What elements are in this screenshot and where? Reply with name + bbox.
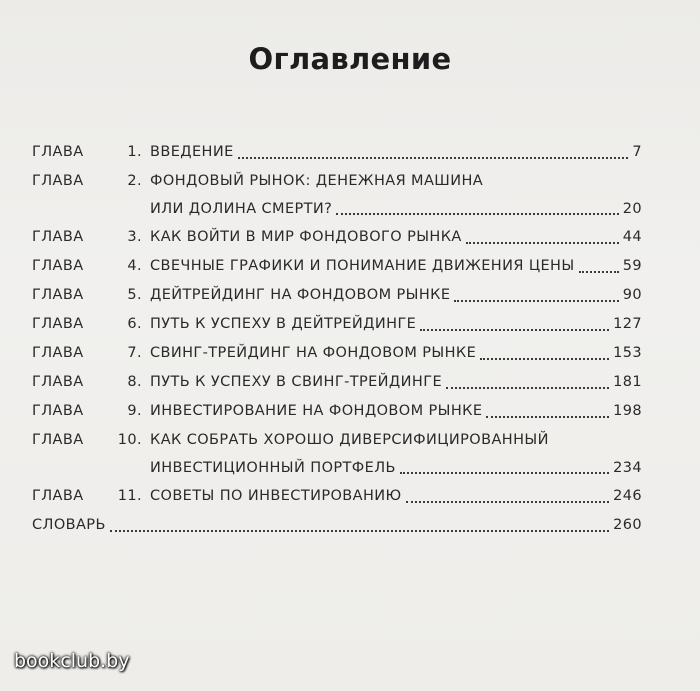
toc-entry-number: 11. [117,488,142,504]
toc-entry-kind: ГЛАВА [32,229,84,245]
table-of-contents [32,138,642,540]
toc-entry-title: ВВЕДЕНИЕ [150,144,234,160]
toc-entry-title: СВИНГ-ТРЕЙДИНГ НА ФОНДОВОМ РЫНКЕ [150,345,477,361]
toc-line [32,138,642,167]
toc-line [32,196,642,223]
toc-entry-number: 8. [127,374,142,390]
dot-leader [446,386,609,389]
toc-entry-title: СВЕЧНЫЕ ГРАФИКИ И ПОНИМАНИЕ ДВИЖЕНИЯ ЦЕНЫ [150,258,575,274]
toc-entry-page: 260 [613,517,642,533]
toc-entry [32,252,642,281]
toc-entry-kind: ГЛАВА [32,316,84,332]
toc-entry-number: 10. [117,432,142,448]
toc-entry [32,482,642,511]
toc-entry-kind: ГЛАВА [32,173,84,189]
toc-entry-page: 44 [622,229,642,245]
toc-entry-page: 20 [622,201,642,217]
toc-line [32,310,642,339]
dot-leader [486,415,609,418]
toc-entry-page: 181 [613,374,642,390]
toc-entry-title: ПУТЬ К УСПЕХУ В СВИНГ-ТРЕЙДИНГЕ [150,374,443,390]
toc-entry-page: 59 [622,258,642,274]
toc-entry-kind: ГЛАВА [32,488,84,504]
toc-entry-title: ИЛИ ДОЛИНА СМЕРТИ? [150,201,333,217]
toc-line [32,397,642,426]
dot-leader [480,357,609,360]
toc-entry-kind: ГЛАВА [32,432,84,448]
toc-entry-kind: ГЛАВА [32,287,84,303]
dot-leader [579,270,619,273]
toc-line [32,167,642,196]
toc-entry-number: 5. [127,287,142,303]
toc-entry-kind: ГЛАВА [32,345,84,361]
toc-entry-page: 234 [613,460,642,476]
toc-entry-page: 246 [613,488,642,504]
toc-entry-page: 90 [622,287,642,303]
toc-entry-number: 2. [127,173,142,189]
toc-entry-title: ДЕЙТРЕЙДИНГ НА ФОНДОВОМ РЫНКЕ [150,287,451,303]
toc-entry [32,339,642,368]
toc-entry-title: ИНВЕСТИРОВАНИЕ НА ФОНДОВОМ РЫНКЕ [150,403,483,419]
toc-entry [32,368,642,397]
toc-line [32,339,642,368]
toc-entry-number: 6. [127,316,142,332]
toc-entry-kind: СЛОВАРЬ [32,517,106,533]
toc-entry-page: 127 [613,316,642,332]
toc-entry-title: КАК СОБРАТЬ ХОРОШО ДИВЕРСИФИЦИРОВАННЫЙ [150,432,549,448]
dot-leader [420,328,609,331]
toc-entry-kind: ГЛАВА [32,144,84,160]
toc-entry-kind: ГЛАВА [32,258,84,274]
toc-entry-page: 198 [613,403,642,419]
toc-entry-number: 7. [127,345,142,361]
toc-entry-kind: ГЛАВА [32,403,84,419]
toc-line [32,426,642,455]
toc-line [32,223,642,252]
toc-entry-title: ПУТЬ К УСПЕХУ В ДЕЙТРЕЙДИНГЕ [150,316,417,332]
toc-entry [32,281,642,310]
toc-entry [32,397,642,426]
dot-leader [336,212,618,215]
toc-line [32,482,642,511]
toc-entry-page: 7 [632,144,642,160]
toc-entry [32,138,642,167]
toc-entry [32,310,642,339]
toc-line [32,281,642,310]
page-title: Оглавление [248,42,452,76]
dot-leader [406,500,610,503]
toc-entry [32,511,642,540]
dot-leader [238,156,629,159]
dot-leader [400,471,609,474]
toc-line [32,368,642,397]
toc-line [32,511,642,540]
dot-leader [454,299,618,302]
dot-leader [110,529,609,532]
toc-entry-title: ИНВЕСТИЦИОННЫЙ ПОРТФЕЛЬ [150,460,396,476]
dot-leader [466,241,619,244]
toc-entry [32,167,642,223]
toc-entry-kind: ГЛАВА [32,374,84,390]
toc-line [32,252,642,281]
toc-entry-title: КАК ВОЙТИ В МИР ФОНДОВОГО РЫНКА [150,229,462,245]
toc-entry-title: ФОНДОВЫЙ РЫНОК: ДЕНЕЖНАЯ МАШИНА [150,173,484,189]
toc-entry-number: 1. [127,144,142,160]
toc-entry-number: 3. [127,229,142,245]
toc-entry [32,426,642,482]
toc-entry [32,223,642,252]
toc-entry-page: 153 [613,345,642,361]
toc-entry-title: СОВЕТЫ ПО ИНВЕСТИРОВАНИЮ [150,488,402,504]
watermark: bookclub.by [14,650,130,672]
toc-entry-number: 4. [127,258,142,274]
toc-entry-number: 9. [127,403,142,419]
toc-line [32,455,642,482]
